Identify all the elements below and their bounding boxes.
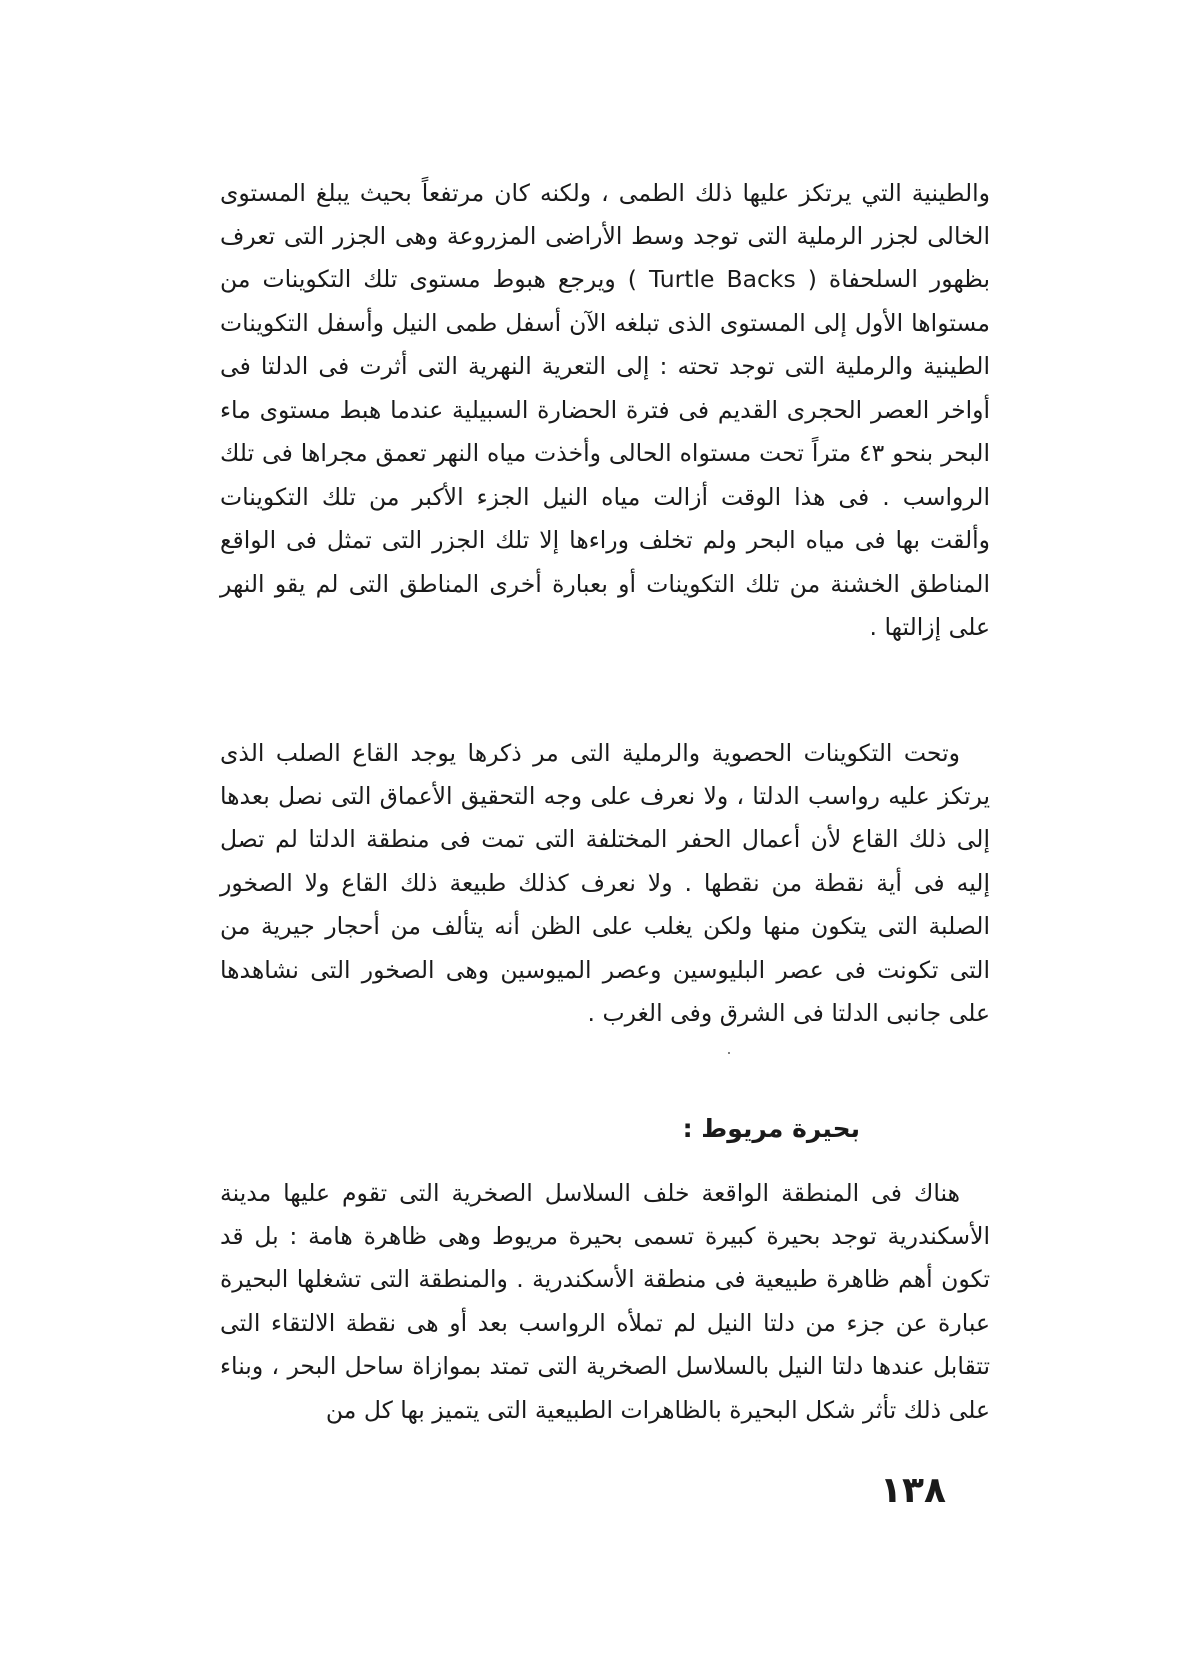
paragraph-delta-formations: والطينية التي يرتكز عليها ذلك الطمى ، ولكنه كان مرتفعاً بحيث يبلغ المستوى الخالى لجزر الرملية التى توجد وسط الأراضى المزروعة وهى الجزر التى تعرف بظهور السلحفاة ( Turtle Backs ) ويرجع هبوط مستوى تلك التكوينات من مستواها الأول إلى المستوى الذى تبلغه الآن أسفل طمى النيل وأسفل التكوينات الطينية والرملية التى توجد تحته : إلى التعرية النهرية التى أثرت فى الدلتا فى أواخر العصر الحجرى القديم فى فترة الحضارة السبيلية عندما هبط مستوى ماء البحر بنحو ٤٣ متراً تحت مستواه الحالى وأخذت مياه النهر تعمق مجراها فى تلك الرواسب . فى هذا الوقت أزالت مياه النيل الجزء الأكبر من تلك التكوينات وألقت بها فى مياه البحر ولم تخلف وراءها إلا تلك الجزر التى تمثل فى الواقع المناطق الخشنة من تلك التكوينات أو بعبارة أخرى المناطق التى لم يقو النهر على إزالتها . <box>220 178 991 642</box>
paragraph-lake-mariout: هناك فى المنطقة الواقعة خلف السلاسل الصخرية التى تقوم عليها مدينة الأسكندرية توجد بحيرة كبيرة تسمى بحيرة مريوط وهى ظاهرة هامة : بل قد تكون أهم ظاهرة طبيعية فى منطقة الأسكندرية . والمنطقة التى تشغلها البحيرة عبارة عن جزء من دلتا النيل لم تملأه الرواسب بعد أو هى نقطة الالتقاء التى تتقابل عندها دلتا النيل بالسلاسل الصخرية التى تمتد بموازاة ساحل البحر ، وبناء على ذلك تأثر شكل البحيرة بالظاهرات الطبيعية التى يتميز بها كل من <box>220 1178 990 1424</box>
paragraph-bedrock: وتحت التكوينات الحصوية والرملية التى مر ذكرها يوجد القاع الصلب الذى يرتكز عليه رواسب الدلتا ، ولا نعرف على وجه التحقيق الأعماق التى نصل بعدها إلى ذلك القاع لأن أعمال الحفر المختلفة التى تمت فى منطقة الدلتا لم تصل إليه فى أية نقطة من نقطها . ولا نعرف كذلك طبيعة ذلك القاع ولا الصخور الصلبة التى يتكون منها ولكن يغلب على الظن أنه يتألف من أحجار جيرية من التى تكونت فى عصر البليوسين وعصر الميوسين وهى الصخور التى نشاهدها على جانبى الدلتا فى الشرق وفى الغرب . <box>220 738 990 1028</box>
page-number: ١٣٨ <box>880 1470 946 1511</box>
section-heading: بحيرة مريوط : <box>682 1113 860 1143</box>
print-speck <box>728 1052 730 1054</box>
